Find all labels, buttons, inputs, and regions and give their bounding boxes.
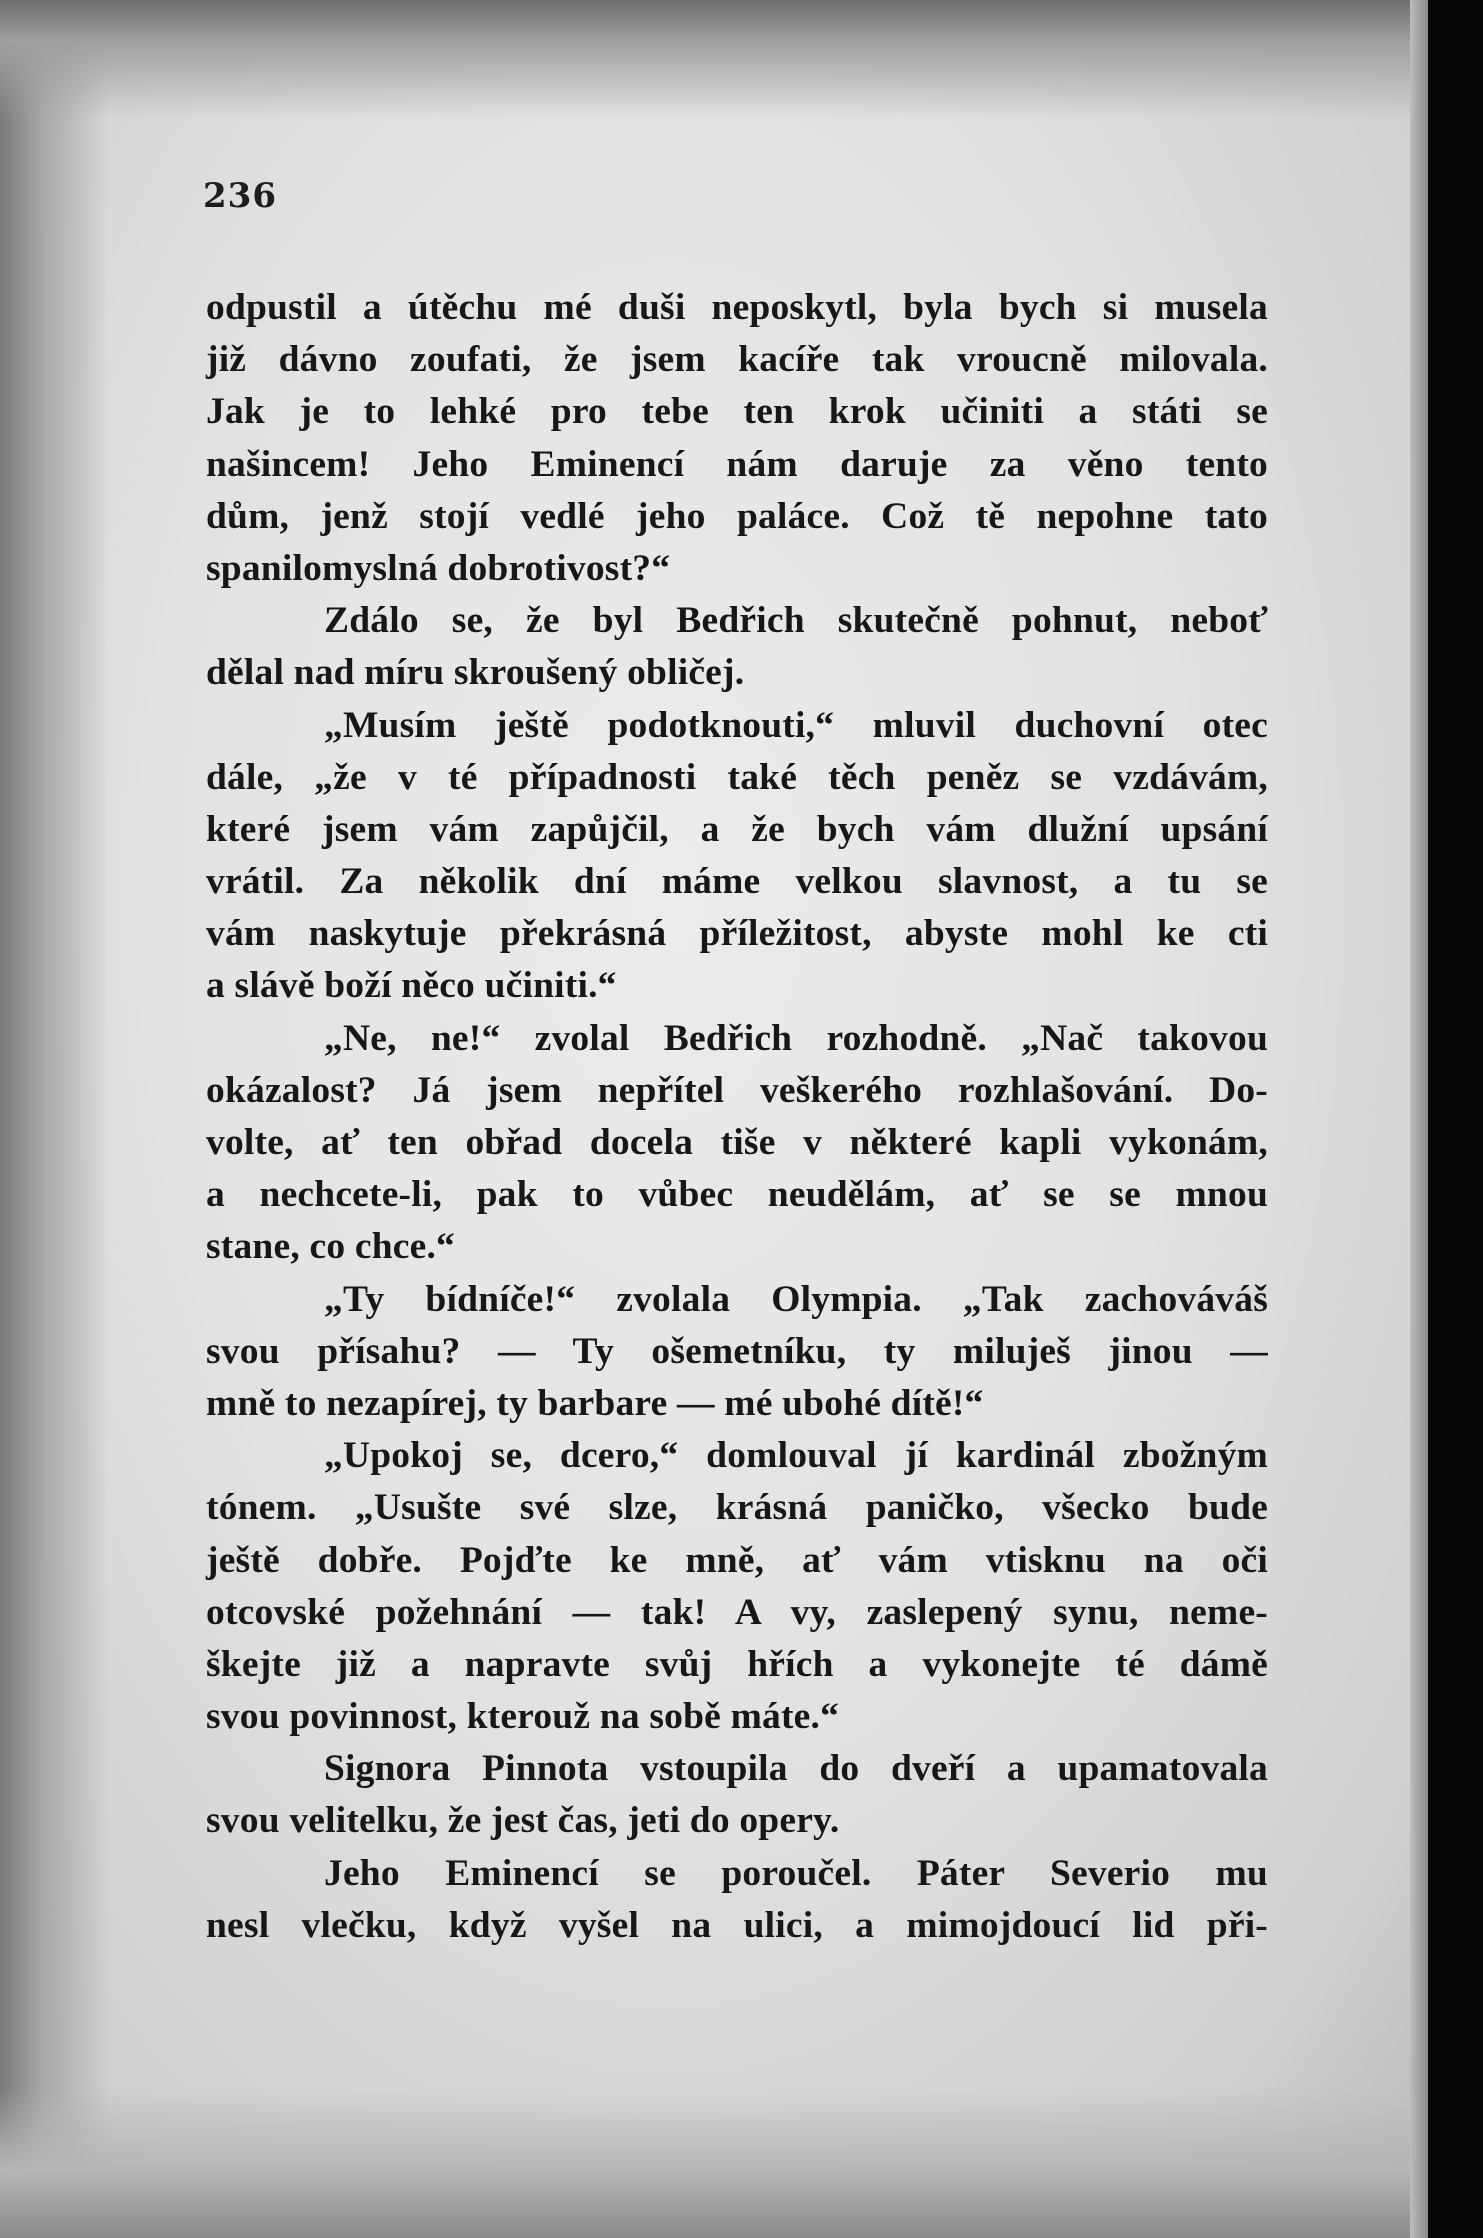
text-line: a nechcete-li, pak to vůbec neudělám, ať se se mnou (206, 1174, 1268, 1216)
body-text (206, 282, 1268, 1952)
text-line: svou povinnost, kterouž na sobě máte.“ (206, 1696, 840, 1738)
text-line: Jeho Eminencí se poroučel. Páter Severio mu (324, 1852, 1268, 1894)
text-line: již dávno zoufati, že jsem kacíře tak vroucně milovala. (206, 339, 1268, 381)
text-line: tónem. „Usušte své slze, krásná paničko, všecko bude (206, 1487, 1268, 1529)
text-line: škejte již a napravte svůj hřích a vykonejte té dámě (206, 1643, 1268, 1685)
page-shadow-top (0, 0, 1483, 120)
text-line: spanilomyslná dobrotivost?“ (206, 547, 671, 589)
text-line: vrátil. Za několik dní máme velkou slavnost, a tu se (206, 861, 1268, 903)
text-line: „Upokoj se, dcero,“ domlouval jí kardinál zbožným (324, 1435, 1268, 1477)
text-line: Jak je to lehké pro tebe ten krok učiniti a státi se (206, 391, 1268, 433)
text-line: svou přísahu? — Ty ošemetníku, ty miluješ jinou — (206, 1330, 1268, 1372)
text-line: našincem! Jeho Eminencí nám daruje za věno tento (206, 443, 1268, 485)
text-line: stane, co chce.“ (206, 1226, 455, 1268)
text-line: Signora Pinnota vstoupila do dveří a upamatovala (324, 1748, 1268, 1790)
text-line: okázalost? Já jsem nepřítel veškerého rozhlašování. Do- (206, 1069, 1268, 1111)
page-shadow-bottom (0, 2088, 1483, 2238)
text-line: dále, „že v té případnosti také těch peněz se vzdávám, (206, 756, 1268, 798)
text-line: a slávě boží něco učiniti.“ (206, 965, 617, 1007)
text-line: otcovské požehnání — tak! A vy, zaslepený synu, neme- (206, 1591, 1268, 1633)
text-line: dělal nad míru skroušený obličej. (206, 652, 745, 694)
binding-edge (1428, 0, 1483, 2238)
page-shadow-left (0, 0, 110, 2238)
text-line: odpustil a útěchu mé duši neposkytl, byla bych si musela (206, 287, 1268, 328)
text-line: volte, ať ten obřad docela tiše v některé kapli vykonám, (206, 1122, 1268, 1163)
text-line: dům, jenž stojí vedlé jeho paláce. Což tě nepohne tato (206, 495, 1268, 537)
text-line: vám naskytuje překrásná příležitost, abyste mohl ke cti (206, 913, 1268, 955)
text-line: svou velitelku, že jest čas, jeti do opery. (206, 1800, 840, 1842)
gutter-band (1410, 0, 1428, 2238)
text-line: nesl vlečku, když vyšel na ulici, a mimojdoucí lid při- (206, 1904, 1268, 1946)
text-line: které jsem vám zapůjčil, a že bych vám dlužní upsání (206, 808, 1268, 850)
text-line: „Musím ještě podotknouti,“ mluvil duchovní otec (324, 704, 1268, 746)
page-number: 236 (203, 176, 277, 216)
text-line: Zdálo se, že byl Bedřich skutečně pohnut, neboť (324, 600, 1268, 642)
text-line: mně to nezapírej, ty barbare — mé ubohé dítě!“ (206, 1382, 984, 1424)
text-line: ještě dobře. Pojďte ke mně, ať vám vtisknu na oči (206, 1539, 1268, 1581)
text-line: „Ne, ne!“ zvolal Bedřich rozhodně. „Nač takovou (324, 1017, 1268, 1059)
text-line: „Ty bídníče!“ zvolala Olympia. „Tak zachováváš (324, 1278, 1268, 1320)
